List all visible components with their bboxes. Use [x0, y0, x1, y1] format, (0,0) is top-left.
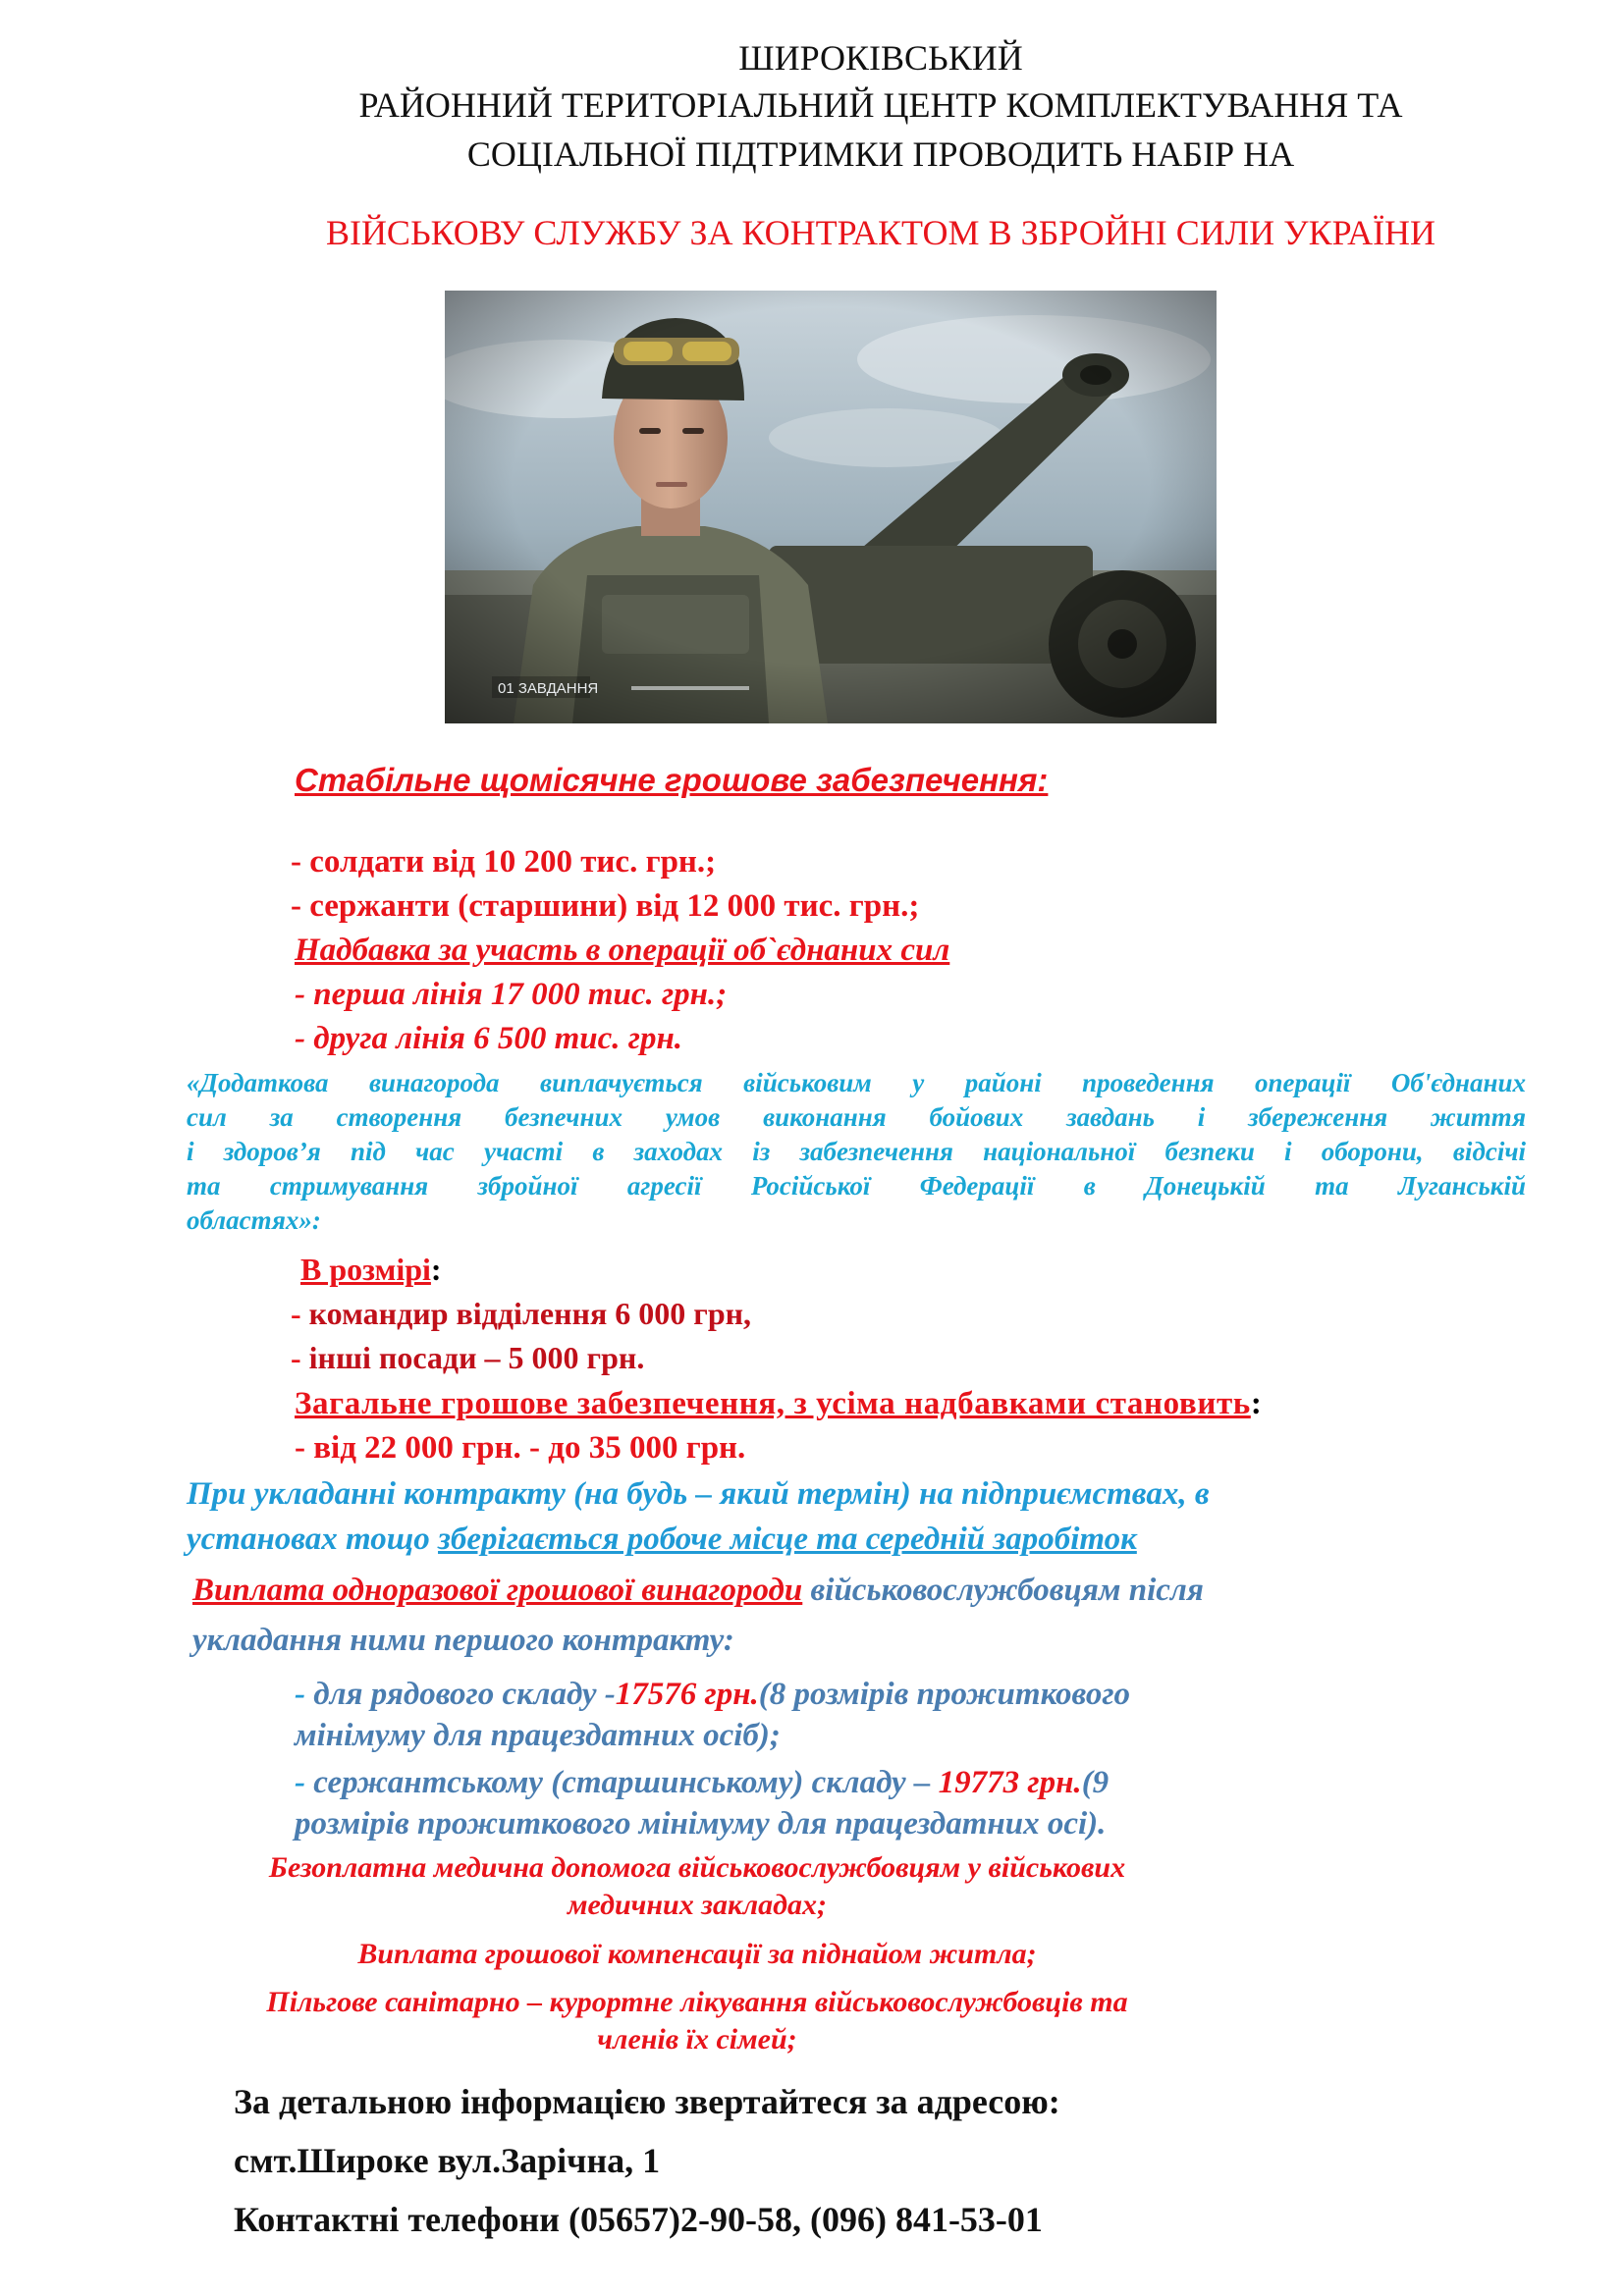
pay-item-soldiers: - солдати від 10 200 тис. грн.; — [291, 844, 717, 880]
contract-line-2 — [187, 1522, 1137, 1558]
onetime-item-amount: 17576 грн. — [615, 1677, 759, 1712]
header-line-2: РАЙОННИЙ ТЕРИТОРІАЛЬНИЙ ЦЕНТР КОМПЛЕКТУВАННЯ ТА — [358, 85, 1403, 125]
bonus-item-second-line: - друга лінія 6 500 тис. грн. — [295, 1021, 683, 1056]
quote-line-1: «Додаткова винагорода виплачується військовим у районі проведення операції Об'єднаних — [187, 1068, 1526, 1097]
benefit-medical-1: Безоплатна медична допомога військовослужбовцям у військових — [268, 1851, 1126, 1884]
soldier-photo — [445, 291, 1217, 723]
contact-phones: Контактні телефони (05657)2-90-58, (096) 841-53-01 — [234, 2200, 1043, 2239]
benefit-housing: Виплата грошової компенсації за піднайом житла; — [357, 1938, 1037, 1970]
onetime-item-text: для рядового складу - — [305, 1677, 616, 1712]
benefit-resort-2: членів їх сімей; — [597, 2023, 797, 2056]
size-heading — [300, 1252, 442, 1288]
total-heading-label: Загальне грошове забезпечення, з усіма надбавками становить — [295, 1386, 1251, 1421]
quote-line-2: сил за створення безпечних умов виконання бойових завдань і збереження життя — [187, 1102, 1526, 1132]
onetime-line-1 — [192, 1573, 1204, 1609]
onetime-item-sergeants-cont: розмірів прожиткового мінімуму для працездатних осі). — [295, 1806, 1107, 1842]
total-range: - від 22 000 грн. - до 35 000 грн. — [295, 1430, 746, 1466]
onetime-heading-rest: військовослужбовцям після — [802, 1573, 1204, 1608]
size-item-dash: - — [291, 1296, 301, 1331]
pay-item-sergeants: - сержанти (старшини) від 12 000 тис. грн.; — [291, 888, 920, 924]
onetime-heading: Виплата одноразової грошової винагороди — [192, 1573, 803, 1608]
quote-line-3: і здоров’я під час участі в заходах із забезпечення національної безпеки і оборони, відсічі — [187, 1137, 1526, 1166]
size-item-text: командир відділення 6 000 грн, — [300, 1296, 752, 1331]
onetime-line-2: укладання ними першого контракту: — [192, 1623, 734, 1658]
benefit-resort-1: Пільгове санітарно – курортне лікування військовослужбовців та — [266, 1986, 1128, 2018]
contract-line-2-highlight: зберігається робоче місце та середній заробіток — [438, 1522, 1137, 1557]
quote-line-4: та стримування збройної агресії Російської Федерації в Донецькій та Луганській — [187, 1171, 1526, 1201]
size-heading-label: В розмірі — [300, 1252, 431, 1287]
photo-overlay-label: 01 ЗАВДАННЯ — [498, 680, 599, 697]
contact-address: смт.Широке вул.Зарічна, 1 — [234, 2141, 661, 2180]
size-heading-colon: : — [430, 1252, 442, 1287]
onetime-item-amount: 19773 грн. — [938, 1765, 1082, 1800]
pay-heading: Стабільне щомісячне грошове забезпечення: — [295, 762, 1049, 798]
onetime-item-sergeants — [295, 1765, 1109, 1801]
bonus-heading: Надбавка за участь в операції об`єднаних сил — [295, 933, 950, 968]
header-line-1: ШИРОКІВСЬКИЙ — [738, 38, 1023, 78]
onetime-item-note: (8 розмірів прожиткового — [758, 1677, 1131, 1712]
contact-info-intro: За детальною інформацією звертайтеся за адресою: — [234, 2082, 1060, 2121]
onetime-item-privates — [295, 1677, 1130, 1713]
total-heading — [295, 1386, 1262, 1422]
benefit-medical-2: медичних закладах; — [567, 1889, 828, 1921]
page-title: ВІЙСЬКОВУ СЛУЖБУ ЗА КОНТРАКТОМ В ЗБРОЙНІ СИЛИ УКРАЇНИ — [325, 213, 1436, 252]
size-item-other — [291, 1340, 644, 1376]
onetime-item-dash: - — [295, 1677, 305, 1712]
header-line-3: СОЦІАЛЬНОЇ ПІДТРИМКИ ПРОВОДИТЬ НАБІР НА — [466, 134, 1295, 174]
contract-line-2-prefix: установах тощо — [187, 1522, 439, 1557]
quote-line-5: областях»: — [187, 1205, 321, 1235]
onetime-item-text: сержантському (старшинському) складу – — [305, 1765, 939, 1800]
total-heading-colon: : — [1250, 1386, 1263, 1421]
size-item-dash: - — [291, 1340, 301, 1375]
onetime-item-dash: - — [295, 1765, 305, 1800]
bonus-item-first-line: - перша лінія 17 000 тис. грн.; — [295, 977, 728, 1012]
onetime-item-privates-cont: мінімуму для працездатних осіб); — [295, 1718, 781, 1753]
contract-line-1: При укладанні контракту (на будь – який термін) на підприємствах, в — [187, 1476, 1210, 1512]
size-item-text: інші посади – 5 000 грн. — [300, 1340, 645, 1375]
onetime-item-note: (9 — [1081, 1765, 1110, 1800]
size-item-commander — [291, 1296, 751, 1332]
